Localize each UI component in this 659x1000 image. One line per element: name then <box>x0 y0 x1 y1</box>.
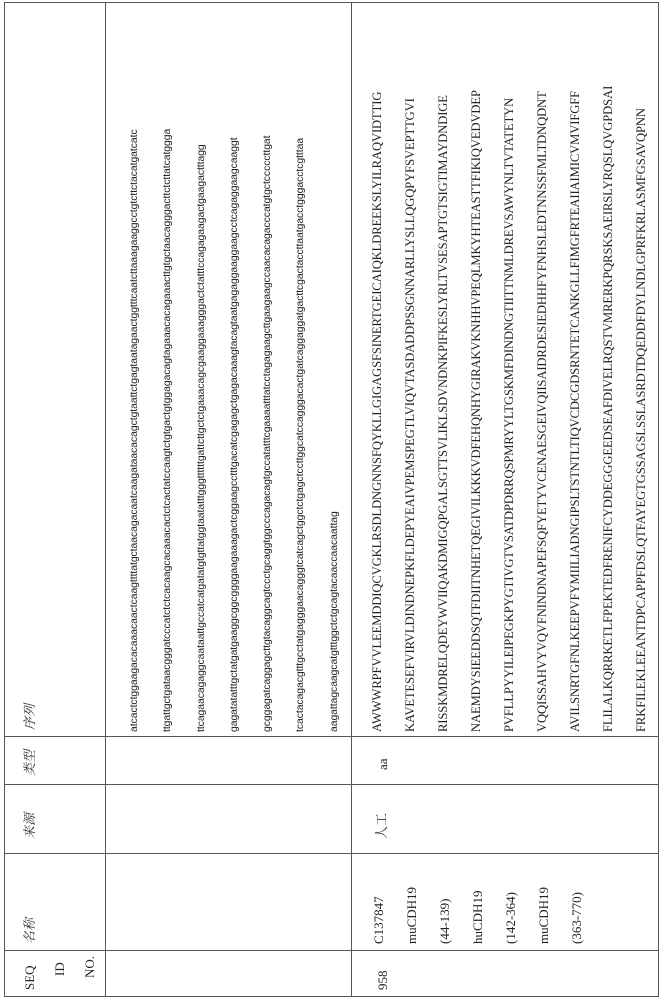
protein-line: PVFLLPYYILEIPEGKPYGTIVGTVSATDPDRRQSPMRYYLTGSKMFDINDNGTIITTNMLDREVSAWYNLTVTATETYN <box>493 3 526 732</box>
type-value: aa <box>352 737 399 784</box>
protein-line: FRKFILEKLEEANTDPCAPPFDSLQTFAYEGTGSSAGSLSSLASRDTDQEDDFDYLNDLGPRFKRLASMFGSAVQPNN <box>625 3 658 732</box>
dna-line: atcactctggaagacacaaacaactcaagttttatgctaacagacaatcaagataacacagctgtaattctgagtaatagaactggtttcaatcttaaagaaggcctgtcttctacatgatcatc <box>118 3 151 732</box>
header-type-label: 类型 <box>5 737 38 784</box>
protein-line: NAEMDYSIEEDDSQTFDIITNHETQEGIVILKKKVDFEHQNHYGIRAKVKNHHVPEQLMKYHTEASTTFIKIQVEDVDEP <box>460 3 493 732</box>
header-sequence <box>5 3 106 737</box>
dna-line: aagattagcaagcatgtttggctctgcagtacaaccaacaattag <box>318 3 351 732</box>
cell-seq-id <box>352 951 659 997</box>
name-line: muCDH19 <box>395 854 428 944</box>
name-line: (44-139) <box>428 854 461 944</box>
name-line: (142-364) <box>494 854 527 944</box>
protein-line: AVILSNRTGFNLKEEPVFYMIILIADNGIPSLTSTNTLTIQVCDCGDSRNTETCANKGLLFIMGFRTEAIIAIMICVMVIFGFF <box>559 3 592 732</box>
header-type <box>5 737 106 785</box>
name-line: huCDH19 <box>461 854 494 944</box>
dna-line: ttcagaacagaggcaataattgccatcatgatatgtgttatggtaatatttgggttttttgattcttgctctgaaacagcgaaggaaagggactctatttccagagaagactgaagactttagg <box>185 3 218 732</box>
table-row-continuation <box>106 3 352 997</box>
source-value: 人工 <box>352 785 399 853</box>
cell-source-empty <box>106 785 352 854</box>
dna-line: tcactacagacgtttgcctatgagggaacagggtcatcagctggctctgagctccttggcatccagggacactgatcaggaggatgacttcgactaccttaatgacctgggacctcgtttaa <box>284 3 317 732</box>
dna-line: gcggagatcaggagcttgtacaggcagtccctgcaggtggcccagacagtgccatatttcgaaaatttatcctagagaagcttgaagaagccaacacagacccatgtgctcccccttgat <box>251 3 284 732</box>
cell-dna-sequence <box>106 3 352 737</box>
cell-type <box>352 737 659 785</box>
name-line: C137847 <box>362 854 395 944</box>
name-line: (363-770) <box>560 854 593 944</box>
protein-line: VQQISSAHVYVQVFNINDNAPEFSQFYETYVCENAESGEIVQIISAIDRDESIEDHHFYFNHSLEDTNNSSFMLTDNQDNT <box>526 3 559 732</box>
seq-id-value: 958 <box>352 951 399 996</box>
dna-line: gagatatatttgctatgatgaaggcggcggggaagaaagactcggaagcctttgacatcgagagctgagacaaagtacagtaatgagaggaaggaagcctcagaggaagcaaggt <box>218 3 251 732</box>
dna-line: ttgattgctgataacgggatcccatctctcacaagcacaaacactctcactatccaagtctgtgactgtggagacagtagaaacacagaaacttgtgctaacagggacttctcttatcatggga <box>151 3 184 732</box>
name-line: muCDH19 <box>527 854 560 944</box>
cell-name-empty <box>106 854 352 951</box>
cell-source <box>352 785 659 854</box>
header-source-label: 来源 <box>5 785 38 853</box>
cell-type-empty <box>106 737 352 785</box>
header-seq-id <box>5 951 106 997</box>
cell-protein-sequence <box>352 3 659 737</box>
protein-line: KAVETESEFVIRVLDINDNEPKFLDEPYEAIVPEMSPEGTLVIQVTASDADDPSSGNNARLLYSLLQGQPYFSVEPTTGVI <box>394 3 427 732</box>
cell-name <box>352 854 659 951</box>
sequence-table <box>4 2 659 997</box>
header-source <box>5 785 106 854</box>
header-name <box>5 854 106 951</box>
header-seq-id-line: ID <box>45 951 75 992</box>
table-row-958 <box>352 3 659 997</box>
cell-seq-id-empty <box>106 951 352 997</box>
protein-line: RISSKMDRELQDEYWVIIQAKDMIGQPGALSGTTSVLIKLSDVNDNKPIFKESLYRLTVSESAPTGTSIGTIMAYDNDIGE <box>427 3 460 732</box>
protein-line: AWWWRPFVVLEEMDDIQCVGKLRSDLDNGNNSFQYKLLGIGAGSFSINERTGEICAIQKLDREEKSLYILRAQVIDTTIG <box>361 3 394 732</box>
table-header-row <box>5 3 106 997</box>
rotated-document-page <box>0 0 638 1000</box>
protein-line: FLILALKQRRKETLFPEKTEDFRENIFCYDDEGGGEEDSEAFDIVELRQSTVMRERKPQRSKSAEIRSLYRQSLQVGPDSAI <box>592 3 625 732</box>
header-seq-id-line: SEQ <box>15 951 45 992</box>
header-name-label: 名称 <box>5 854 38 950</box>
header-seq-id-line: NO. <box>75 951 105 992</box>
header-sequence-label: 序列 <box>5 3 38 736</box>
